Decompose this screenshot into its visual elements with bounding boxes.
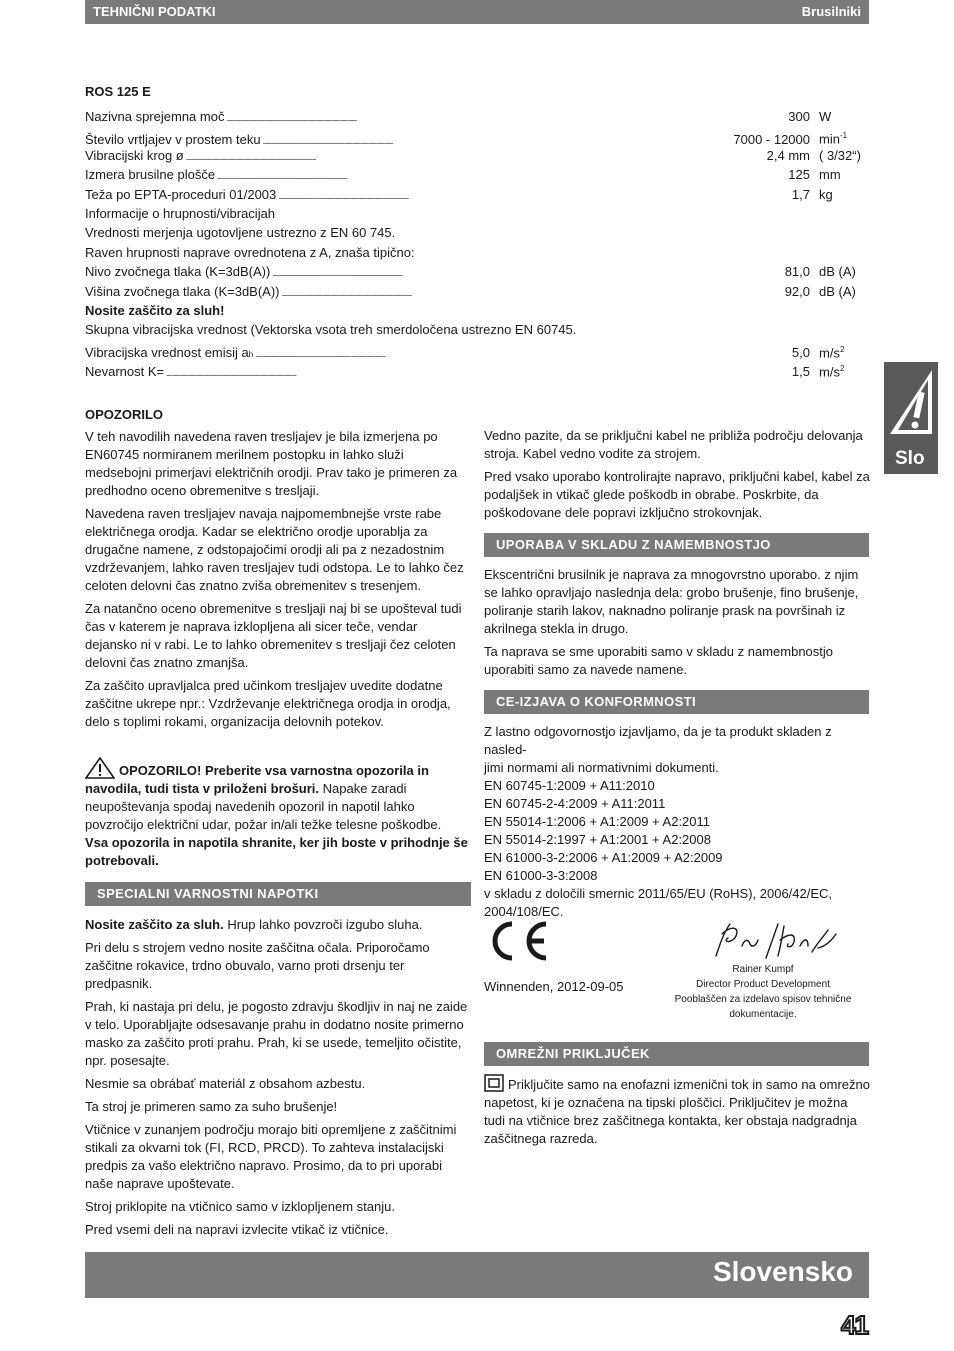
ce-line: EN 60745-2-4:2009 + A11:2011 (484, 796, 666, 811)
spec-unit (810, 127, 869, 148)
spec-label: Izmera brusilne plošče (85, 167, 216, 183)
warning-title: OPOZORILO (85, 407, 163, 422)
inspection-paragraph: Pred vsako uporabo kontrolirajte napravo, priključni kabel, kabel za podaljšek in vtikač glede poškodb in obrabe. Poskrbite, da poškodovane dele popravi izključno strokovnjak. (484, 469, 870, 520)
footer-language-bar (85, 1252, 869, 1298)
spec-value: 300 (788, 109, 810, 124)
spec-row (85, 321, 869, 340)
spec-unit (810, 263, 869, 281)
spec-unit-superscript: 2 (839, 364, 845, 374)
ce-line: v skladu z določili smernic 2011/65/EU (RoHS), 2006/42/EC, (484, 886, 833, 901)
hearing-protection-bold: Nosite zaščito za sluh. (85, 917, 224, 932)
section-header-intended-use: UPORABA V SKLADU Z NAMEMBNOSTJO (484, 533, 869, 557)
spec-row (85, 341, 869, 360)
leader-dots (166, 363, 790, 384)
ce-mark-icon (486, 918, 550, 964)
signer-note: Pooblaščen za izdelavo spisov tehnične (674, 994, 852, 1005)
leader-dots (278, 186, 790, 207)
special-paragraph: Ta stroj je primeren samo za suho brušenje! (85, 1099, 338, 1114)
spec-label: Nosite zaščito za sluh! (85, 302, 225, 318)
page-header (85, 0, 869, 24)
ce-line: jimi normami ali normativnimi dokumenti. (484, 760, 719, 775)
signer-note: dokumentacije. (729, 1009, 797, 1020)
warning-paragraph: Za natančno oceno obremenitve s tresljaji naj bi se upošteval tudi čas v katerem je naprava izklopljena ali sicer teče, vendar dejansko ni v rabi. Le to lahko obremenitev s tresljaji čez celoten delovni čas znatno zmanjša. (85, 601, 462, 670)
safety-keep-note: Vsa opozorila in napotila shranite, ker jih boste v prihodnje še potrebovali. (85, 835, 468, 868)
ce-line: EN 60745-1:2009 + A11:2010 (484, 778, 655, 793)
use-paragraph: Ta naprava se sme uporabiti samo v skladu z namembnostjo uporabiti samo za navede namene. (484, 644, 834, 677)
spec-row (85, 127, 869, 146)
warning-paragraph: V teh navodilih navedena raven tresljajev je bila izmerjena po EN60745 normiranem merilnem postopku in lahko služi medsebojni primerjavi električnih orodji. Prav tako je primeren za predhodno oceno obremenitve s tresljaji. (85, 429, 458, 498)
side-tab-label: Slo (895, 448, 925, 469)
safety-warning-bold: OPOZORILO! Preberite vsa varnostna opozorila in navodila, tudi tista v priloženi brošuri. (85, 763, 429, 796)
spec-value: 2,4 mm (766, 147, 810, 163)
spec-row (85, 108, 869, 127)
spec-label: Informacije o hrupnosti/vibracijah (85, 205, 276, 221)
spec-unit-text: dB (A) (819, 283, 856, 299)
spec-unit (810, 186, 869, 204)
safety-warning-block (85, 757, 471, 870)
spec-unit (810, 360, 869, 381)
leader-dots (186, 147, 765, 168)
right-intro (484, 427, 870, 527)
leader-dots (226, 108, 786, 129)
leader-dots (255, 344, 790, 365)
warning-paragraph: Za zaščito upravljalca pred učinkom tresljajev uvedite dodatne zaščitne ukrepe npr.: Vzdrževanje električnega orodja in orodja, delo s toplimi rokami, organizacija delovnih potekov. (85, 678, 451, 729)
ce-line: EN 61000-3-2:2006 + A1:2009 + A2:2009 (484, 850, 723, 865)
left-column (85, 406, 471, 736)
spec-unit (810, 147, 869, 165)
spec-value: 7000 - 12000 (733, 131, 810, 147)
spec-label: Višina zvočnega tlaka (K=3dB(A)) (85, 283, 280, 299)
spec-unit-superscript: 2 (839, 344, 845, 354)
special-paragraph: Pri delu s strojem vedno nosite zaščitna očala. Priporočamo zaščitne rokavice, trdno obuvalo, varno proti drsenju ter predpasnik. (85, 940, 430, 991)
warning-triangle-icon (85, 757, 115, 779)
section-header-mains-connection: OMREŽNI PRIKLJUČEK (484, 1042, 869, 1066)
signer-title: Director Product Development (696, 979, 830, 990)
spec-row (85, 244, 869, 263)
spec-label: Vibracijski krog ø (85, 147, 184, 163)
double-insulation-icon (484, 1074, 504, 1092)
special-paragraph: Stroj priklopite na vtičnico samo v izklopljenem stanju. (85, 1199, 395, 1214)
cable-paragraph: Vedno pazite, da se priključni kabel ne približa področju delovanja stroja. Kabel vedno vodite za strojem. (484, 428, 863, 461)
section-header-special-safety: SPECIALNI VARNOSTNI NAPOTKI (85, 882, 471, 906)
spec-label-subscript: h (248, 350, 254, 360)
intended-use-text (484, 566, 870, 684)
spec-unit-text: ( 3/32“) (819, 147, 861, 163)
spec-unit (810, 108, 869, 126)
signer-name: Rainer Kumpf (732, 964, 794, 975)
leader-dots (272, 263, 782, 284)
special-safety-text (85, 916, 471, 1244)
spec-value: 1,5 (791, 364, 810, 380)
spec-label: Teža po EPTA-proceduri 01/2003 (85, 186, 277, 202)
hearing-protection-text: Hrup lahko povzroči izgubo sluha. (223, 917, 423, 932)
spec-row (85, 147, 869, 166)
use-paragraph: Ekscentrični brusilnik je naprava za mnogovrstno uporabo. z njim se lahko opravljajo naslednja dela: grobo brušenje, fino brušenje, poliranje starih lakov, naknadno poliranje prask na površinah iz akrilnega stekla in drugo. (484, 567, 859, 636)
spec-unit-text: m/s (819, 364, 840, 380)
ce-line: Z lastno odgovornostjo izjavljamo, da je ta produkt skladen z nasled- (484, 724, 832, 757)
mains-connection-text (484, 1074, 870, 1148)
spec-label: Vrednosti merjenja ugotovljene ustrezno z EN 60 745. (85, 225, 396, 241)
spec-label: Nivo zvočnega tlaka (K=3dB(A)) (85, 264, 271, 280)
spec-row (85, 186, 869, 205)
spec-unit-text: W (819, 109, 832, 124)
spec-unit-text: kg (819, 186, 833, 202)
special-paragraph: Pred vsemi deli na napravi izvlecite vtikač iz vtičnice. (85, 1222, 389, 1237)
spec-row (85, 166, 869, 185)
spec-unit (810, 283, 869, 301)
footer-language-title: Slovensko (712, 1256, 853, 1287)
spec-value: 125 (788, 167, 810, 183)
signer-block (668, 962, 858, 1022)
mains-paragraph: Priključite samo na enofazni izmenični tok in samo na omrežno napetost, ki je označena na tipski ploščici. Priključitev je možna tudi na vtičnice brez zaščitnega kontakta, ker obstaja nadgradnja zaščitnega razreda. (484, 1077, 871, 1146)
leader-dots (282, 283, 783, 304)
section-header-ce-declaration: CE-IZJAVA O KONFORMNOSTI (484, 690, 869, 714)
ce-line: 2004/108/EC. (484, 904, 564, 919)
spec-unit-text: dB (A) (819, 264, 856, 280)
spec-label: Nevarnost K= (85, 364, 165, 380)
spec-label: Skupna vibracijska vrednost (Vektorska vsota treh smerdoločena ustrezno EN 60745. (85, 322, 577, 338)
ce-line: EN 55014-1:2006 + A1:2009 + A2:2011 (484, 814, 711, 829)
model-name: ROS 125 E (85, 84, 151, 99)
warning-paragraph: Navedena raven tresljajev navaja najpomembnejše vrste rabe električnega orodja. Kadar se električno orodje uporablja za drugačne namene, z odstopajočimi orodji ali pa z nezadostnim vzdrževanjem, lahko raven tresljajev tudi odstopa. Le to lahko čez celoten delovni čas znatno zviša obremenitev s tresenjem. (85, 506, 464, 593)
special-paragraph: Vtičnice v zunanjem področju morajo biti opremljene z zaščitnimi stikali za okvarni tok (FI, RCD, PRCD). To zahteva instalacijski predpis za vašo električno napravo. Prosimo, da to pri uporabi naše naprave upoštevate. (85, 1122, 457, 1191)
ce-declaration-text (484, 723, 870, 921)
spec-value: 5,0 (791, 345, 810, 361)
spec-label: Vibracijska vrednost emisij a (85, 345, 249, 361)
spec-row (85, 224, 869, 243)
spec-row (85, 283, 869, 302)
spec-row (85, 360, 869, 379)
safety-warning-text: Napake zaradi neupoštevanja spodaj navedenih opozoril in napotil lahko povzročijo električni udar, požar in/ali težke telesne poškodbe. (85, 781, 442, 832)
spec-label: Število vrtljajev v prostem teku (85, 131, 261, 147)
language-side-tab (884, 362, 938, 474)
spec-label: Nazivna sprejemna moč (85, 109, 225, 124)
spec-row (85, 302, 869, 321)
spec-unit (810, 341, 869, 362)
header-category: Brusilniki (801, 4, 861, 19)
spec-row (85, 205, 869, 224)
spec-value: 92,0 (784, 283, 810, 299)
spec-value: 1,7 (791, 186, 810, 202)
leader-dots (217, 166, 786, 187)
spec-row (85, 263, 869, 282)
spec-unit-text: m/s (819, 345, 840, 361)
special-paragraph: Nesmie sa obrábať materiál z obsahom azbestu. (85, 1076, 366, 1091)
spec-unit (810, 166, 869, 184)
spec-unit-superscript: -1 (839, 131, 848, 141)
page-number: 41 (841, 1310, 868, 1340)
spec-unit-text: min (819, 131, 840, 147)
spec-label: Raven hrupnosti naprave ovrednotena z A, znaša tipično: (85, 244, 415, 260)
spec-value: 81,0 (784, 264, 810, 280)
spec-table (85, 108, 869, 379)
special-paragraph: Prah, ki nastaja pri delu, je pogosto zdravju škodljiv in naj ne zaide v telo. Uporabljajte odsesavanje prahu in dodatno nosite primerno masko za zaščito proti prahu. Prah, ki se usede, temeljito očistite, npr. posesajte. (85, 999, 468, 1068)
header-title: TEHNIČNI PODATKI (93, 4, 216, 19)
place-date: Winnenden, 2012-09-05 (484, 979, 624, 994)
ce-line: EN 61000-3-3:2008 (484, 868, 598, 883)
spec-unit-text: mm (819, 167, 841, 183)
signature-image (708, 916, 844, 962)
ce-line: EN 55014-2:1997 + A1:2001 + A2:2008 (484, 832, 711, 847)
